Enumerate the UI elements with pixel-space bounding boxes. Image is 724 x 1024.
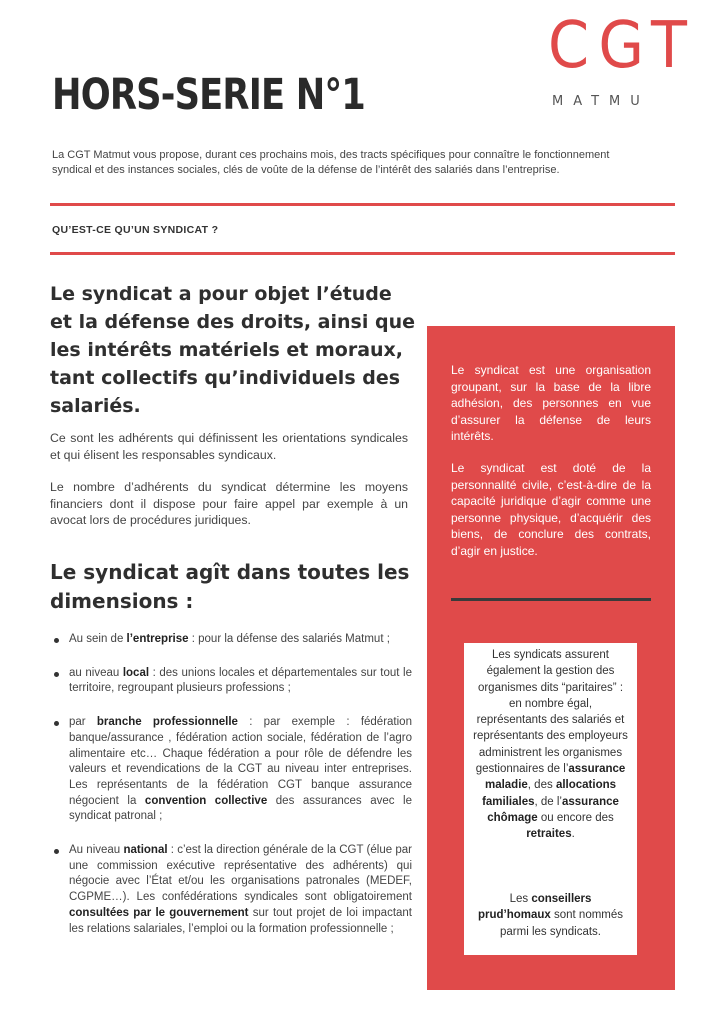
bold-text: retraites (526, 828, 572, 841)
text: Au niveau (69, 844, 124, 857)
bullet-icon (54, 672, 59, 677)
text: sont nommés parmi les syndicats. (500, 909, 624, 938)
bullet-icon (54, 721, 59, 726)
sidebar-personality: Le syndicat est doté de la personnalité civile, c’est-à-dire de la capacité juridique d’agir comme une personne physique, d’acquérir des biens, de conclure des contrats, d’agir en justice. (451, 461, 651, 558)
text: Au sein de (69, 633, 127, 645)
text: au niveau (69, 666, 123, 679)
paragraph-financing: Le nombre d’adhérents du syndicat détermine les moyens financiers dont il dispose pour faire appel par exemple à un avocat lors de procédures juridiques. (50, 480, 408, 527)
text: sur tout projet de loi impactant les relations salariales, l’emploi ou la formation professionnelle ; (69, 906, 413, 935)
text: , des (527, 779, 556, 792)
bullet-icon (54, 849, 59, 854)
bold-text: assurance chômage (487, 795, 619, 824)
paragraph-adherents: Ce sont les adhérents qui définissent les orientations syndicales et qui élisent les responsables syndicaux. (50, 431, 408, 462)
cgt-logo-subtitle: MATMU (552, 94, 650, 109)
text: , de l’ (534, 795, 562, 808)
bold-text: conseillers prud’homaux (477, 893, 592, 922)
bullet-icon (54, 638, 59, 643)
text: Les (509, 893, 532, 905)
bold-text: allocations familiales (482, 779, 617, 808)
prudhommes-text (473, 891, 628, 940)
dimensions-list (50, 632, 412, 955)
top-divider (50, 203, 675, 206)
section-heading-dimensions: Le syndicat agît dans toutes les dimensions : (50, 560, 410, 613)
page-title: HORS-SERIE N°1 (52, 70, 365, 120)
bold-text: convention collective (144, 794, 268, 807)
bold-text: branche professionnelle (96, 716, 238, 729)
text: ou encore des (537, 811, 614, 824)
sidebar-divider (451, 598, 651, 601)
sidebar-definition: Le syndicat est une organisation groupant, sur la base de la libre adhésion, des personnes en vue d’assurer la défense de leurs intérêts. (451, 363, 651, 443)
bold-text: local (122, 666, 150, 679)
text: des assurances avec le syndicat patronal ; (69, 794, 413, 823)
bottom-divider (50, 252, 675, 255)
text: : des unions locales et départementales sur tout le territoire, regroupant plusieurs professions ; (69, 666, 412, 695)
bold-text: consultées par le gouvernement (69, 906, 249, 919)
text: : pour la défense des salariés Matmut ; (188, 633, 390, 645)
lead-statement: Le syndicat a pour objet l’étude et la défense des droits, ainsi que les intérêts matériels et moraux, tant collectifs qu’individuels des salariés. (50, 283, 415, 417)
list-item-local (50, 666, 412, 697)
text: : c’est la direction générale de la CGT (élue par une commission exécutive représentative des adhérents) qui négocie avec l’État et/ou les organisations patronales (MEDEF, CGPME…). Les confédérations syndicales sont obligatoirement (69, 844, 412, 904)
cgt-logo: CGT (548, 9, 697, 83)
list-item-entreprise (50, 632, 412, 648)
paritaires-text (473, 647, 628, 843)
list-item-branche (50, 715, 412, 825)
intro-text: La CGT Matmut vous propose, durant ces prochains mois, des tracts spécifiques pour connaître le fonctionnement syndical et des instances sociales, clés de voûte de la défense de l’intérêt des salariés dans l’entreprise. (52, 149, 610, 176)
bold-text: assurance maladie (484, 763, 626, 792)
text: : par exemple : fédération banque/assurance , fédération action sociale, fédération de l’agro alimentaire etc… Chaque fédération a pour rôle de défendre les valeurs et revendications de la CGT au niveau inter entreprises. Les représentants de la fédération CGT banque assurance négocient la (69, 716, 412, 807)
text: par (69, 716, 97, 729)
section-label: QU’EST-CE QU’UN SYNDICAT ? (52, 224, 219, 236)
text: Les syndicats assurent également la gestion des organismes dits “paritaires” : en nombre égal, représentants des salariés et représentants des employeurs administrent les organismes gestionnaires de l’ (473, 649, 628, 776)
bold-text: l’entreprise (126, 633, 189, 645)
list-item-national (50, 843, 412, 937)
bold-text: national (123, 844, 168, 857)
text: . (571, 828, 575, 841)
